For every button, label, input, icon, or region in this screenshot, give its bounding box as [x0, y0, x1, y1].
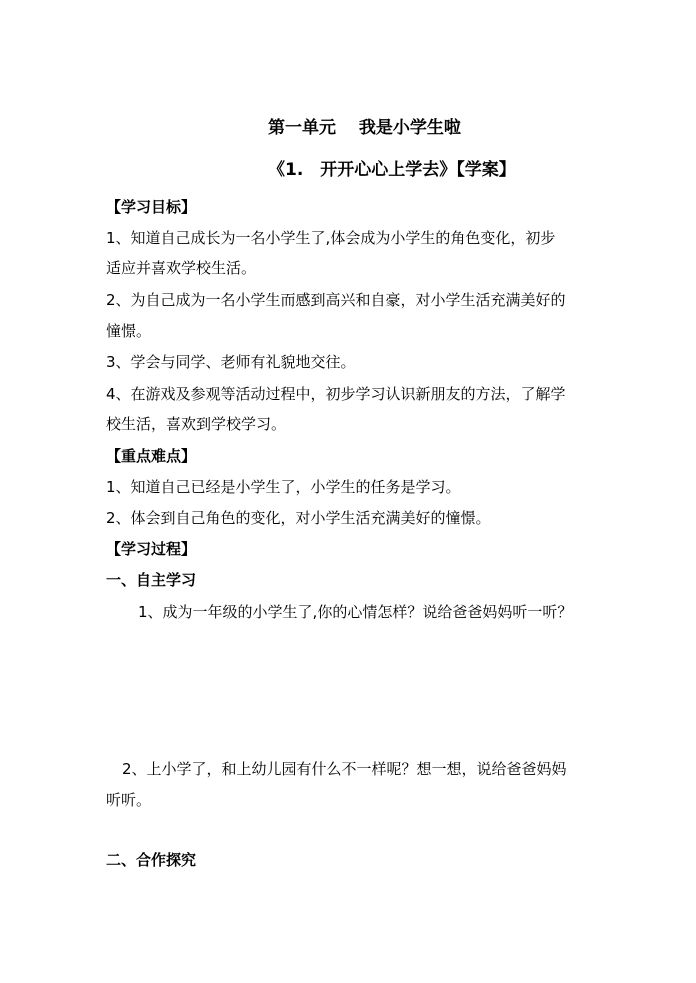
question-1: 1、成为一年级的小学生了,你的心情怎样？说给爸爸妈妈听一听？ — [138, 603, 573, 621]
goal-2-line-1: 2、为自己成为一名小学生而感到高兴和自豪，对小学生活充满美好的 — [106, 291, 566, 309]
goal-1-line-2: 适应并喜欢学校生活。 — [106, 259, 257, 277]
self-study-header: 一、自主学习 — [106, 571, 197, 589]
question-2-line-1: 2、上小学了，和上幼儿园有什么不一样呢？想一想，说给爸爸妈妈 — [122, 760, 567, 778]
goal-2-line-2: 憧憬。 — [106, 322, 152, 340]
process-header: 【学习过程】 — [106, 540, 197, 558]
goal-4-line-2: 校生活，喜欢到学校学习。 — [106, 415, 287, 433]
goals-header: 【学习目标】 — [106, 198, 197, 216]
cooperation-header: 二、合作探究 — [106, 851, 197, 869]
key-point-1: 1、知道自己已经是小学生了，小学生的任务是学习。 — [106, 478, 461, 496]
document-subtitle: 《1. 开开心心上学去》【学案】 — [268, 160, 516, 180]
document-title: 第一单元 我是小学生啦 — [268, 118, 461, 138]
goal-1-line-1: 1、知道自己成长为一名小学生了,体会成为小学生的角色变化，初步 — [106, 229, 556, 247]
key-points-header: 【重点难点】 — [106, 447, 197, 465]
key-point-2: 2、体会到自己角色的变化，对小学生活充满美好的憧憬。 — [106, 509, 491, 527]
goal-4-line-1: 4、在游戏及参观等活动过程中，初步学习认识新朋友的方法，了解学 — [106, 385, 566, 403]
question-2-line-2: 听听。 — [106, 791, 152, 809]
goal-3-line-1: 3、学会与同学、老师有礼貌地交往。 — [106, 353, 356, 371]
